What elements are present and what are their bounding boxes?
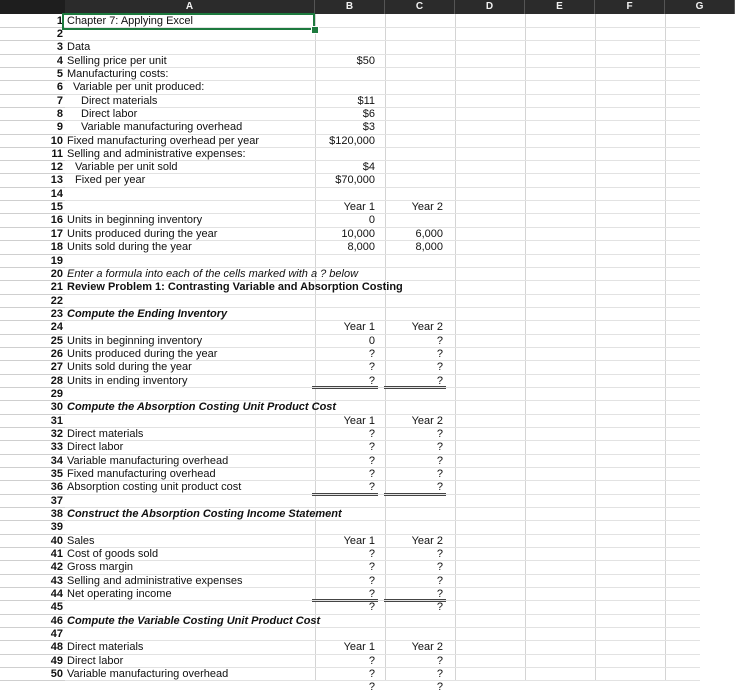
cell-c23[interactable] <box>385 308 443 321</box>
cell-a9[interactable]: Variable manufacturing overhead <box>81 121 243 133</box>
cell-c15[interactable]: Year 2 <box>411 201 443 213</box>
row-number[interactable]: 4 <box>0 55 63 68</box>
column-header-c[interactable]: C <box>385 0 455 14</box>
cell-c10[interactable] <box>385 135 443 148</box>
row-number[interactable]: 30 <box>0 401 63 415</box>
row-number[interactable]: 11 <box>0 148 63 161</box>
cell-b33[interactable]: ? <box>368 441 375 453</box>
cell-c13[interactable] <box>385 174 443 187</box>
cell-c35[interactable]: ? <box>436 468 443 480</box>
cell-c33[interactable]: ? <box>436 441 443 453</box>
cell-a32[interactable]: Direct materials <box>67 428 144 440</box>
row-number[interactable]: 32 <box>0 428 63 441</box>
cell-b42[interactable]: ? <box>368 561 375 573</box>
cell-a36[interactable]: Absorption costing unit product cost <box>67 481 242 493</box>
cell-b32[interactable]: ? <box>368 428 375 440</box>
cell-b40[interactable]: Year 1 <box>343 535 375 547</box>
cell-b47[interactable] <box>65 628 375 641</box>
column-header-a[interactable]: A <box>65 0 315 14</box>
cell-b26[interactable]: ? <box>368 348 375 360</box>
cell-a1[interactable]: Chapter 7: Applying Excel <box>67 15 193 27</box>
cell-a34[interactable]: Variable manufacturing overhead <box>67 455 229 467</box>
cell-b7[interactable]: $11 <box>357 95 375 107</box>
cell-c51[interactable]: ? <box>436 681 443 693</box>
row-number[interactable]: 12 <box>0 161 63 174</box>
cell-a48[interactable]: Direct materials <box>67 641 144 653</box>
row-number[interactable]: 35 <box>0 468 63 481</box>
cell-b30[interactable] <box>65 401 375 414</box>
cell-b51[interactable]: ? <box>368 681 375 693</box>
cell-b46[interactable] <box>65 615 375 628</box>
column-header-g[interactable]: G <box>665 0 735 14</box>
cell-b6[interactable] <box>65 81 375 94</box>
cell-a13[interactable]: Fixed per year <box>75 174 146 186</box>
row-number[interactable]: 37 <box>0 495 63 508</box>
row-number[interactable]: 18 <box>0 241 63 255</box>
cell-b28[interactable]: ? <box>368 375 375 387</box>
cell-c43[interactable]: ? <box>436 575 443 587</box>
cell-b10[interactable]: $120,000 <box>329 135 375 147</box>
cell-b38[interactable] <box>65 508 375 521</box>
cell-b24[interactable]: Year 1 <box>343 321 375 333</box>
cell-a42[interactable]: Gross margin <box>67 561 134 573</box>
cell-c20[interactable] <box>385 268 443 281</box>
cell-c50[interactable]: ? <box>436 668 443 680</box>
cell-b21[interactable] <box>65 281 375 294</box>
cell-a20[interactable]: Enter a formula into each of the cells marked with a ? below <box>67 268 359 280</box>
cell-a11[interactable]: Selling and administrative expenses: <box>67 148 246 160</box>
select-all-corner[interactable] <box>0 0 65 14</box>
cell-b17[interactable]: 10,000 <box>341 228 375 240</box>
cell-a16[interactable]: Units in beginning inventory <box>67 214 203 226</box>
row-number[interactable]: 24 <box>0 321 63 335</box>
cell-c18[interactable]: 8,000 <box>415 241 443 253</box>
row-number[interactable]: 15 <box>0 201 63 214</box>
cell-c16[interactable] <box>385 214 443 227</box>
cell-b27[interactable]: ? <box>368 361 375 373</box>
cell-c26[interactable]: ? <box>436 348 443 360</box>
cell-c31[interactable]: Year 2 <box>411 415 443 427</box>
cell-a17[interactable]: Units produced during the year <box>67 228 218 240</box>
row-number[interactable]: 6 <box>0 81 63 95</box>
cell-a6[interactable]: Variable per unit produced: <box>73 81 205 93</box>
cell-a28[interactable]: Units in ending inventory <box>67 375 188 387</box>
cell-c11[interactable] <box>385 148 443 161</box>
cell-c40[interactable]: Year 2 <box>411 535 443 547</box>
cell-b5[interactable] <box>65 68 375 81</box>
cell-b14[interactable] <box>65 188 375 201</box>
row-number[interactable]: 48 <box>0 641 63 655</box>
cell-a3[interactable]: Data <box>67 41 91 53</box>
cell-a27[interactable]: Units sold during the year <box>67 361 192 373</box>
row-number[interactable]: 47 <box>0 628 63 641</box>
cell-b49[interactable]: ? <box>368 655 375 667</box>
row-number[interactable]: 2 <box>0 28 63 41</box>
cell-b9[interactable]: $3 <box>362 121 375 133</box>
row-number[interactable]: 28 <box>0 375 63 388</box>
cell-c8[interactable] <box>385 108 443 121</box>
cell-c14[interactable] <box>385 188 443 201</box>
cell-c38[interactable] <box>385 508 443 521</box>
row-number[interactable]: 31 <box>0 415 63 428</box>
cell-c30[interactable] <box>385 401 443 414</box>
cell-b22[interactable] <box>65 295 375 308</box>
row-number[interactable]: 27 <box>0 361 63 375</box>
cell-b48[interactable]: Year 1 <box>343 641 375 653</box>
cell-c49[interactable]: ? <box>436 655 443 667</box>
row-number[interactable]: 46 <box>0 615 63 628</box>
cell-a50[interactable]: Variable manufacturing overhead <box>67 668 229 680</box>
cell-c29[interactable] <box>385 388 443 401</box>
row-number[interactable]: 23 <box>0 308 63 321</box>
cell-c22[interactable] <box>385 295 443 308</box>
cell-c4[interactable] <box>385 55 443 68</box>
cell-a18[interactable]: Units sold during the year <box>67 241 192 253</box>
cell-c25[interactable]: ? <box>436 335 443 347</box>
column-header-d[interactable]: D <box>455 0 525 14</box>
cell-c46[interactable] <box>385 615 443 628</box>
row-number[interactable]: 38 <box>0 508 63 521</box>
cell-b50[interactable]: ? <box>368 668 375 680</box>
cell-b3[interactable] <box>65 41 375 54</box>
cell-a26[interactable]: Units produced during the year <box>67 348 218 360</box>
cell-b4[interactable]: $50 <box>356 55 375 67</box>
row-number[interactable]: 19 <box>0 255 63 268</box>
row-number[interactable]: 21 <box>0 281 63 295</box>
cell-a12[interactable]: Variable per unit sold <box>75 161 178 173</box>
cell-c47[interactable] <box>385 628 443 641</box>
row-number[interactable]: 14 <box>0 188 63 201</box>
cell-b45[interactable]: ? <box>368 601 375 613</box>
cell-a30[interactable]: Compute the Absorption Costing Unit Product Cost <box>67 401 337 413</box>
row-number[interactable]: 13 <box>0 174 63 188</box>
cell-b15[interactable]: Year 1 <box>343 201 375 213</box>
cell-b31[interactable]: Year 1 <box>343 415 375 427</box>
row-number[interactable]: 36 <box>0 481 63 495</box>
cell-a44[interactable]: Net operating income <box>67 588 172 600</box>
row-number[interactable]: 10 <box>0 135 63 148</box>
cell-b29[interactable] <box>65 388 375 401</box>
cell-c41[interactable]: ? <box>436 548 443 560</box>
cell-a33[interactable]: Direct labor <box>67 441 124 453</box>
row-number[interactable]: 34 <box>0 455 63 468</box>
cell-c24[interactable]: Year 2 <box>411 321 443 333</box>
cell-c9[interactable] <box>385 121 443 134</box>
row-number[interactable]: 5 <box>0 68 63 81</box>
cell-a10[interactable]: Fixed manufacturing overhead per year <box>67 135 259 147</box>
column-header-b[interactable]: B <box>315 0 385 14</box>
cell-b12[interactable]: $4 <box>362 161 375 173</box>
cell-c21[interactable] <box>385 281 443 294</box>
cell-b43[interactable]: ? <box>368 575 375 587</box>
cell-a38[interactable]: Construct the Absorption Costing Income Statement <box>67 508 342 520</box>
cell-a7[interactable]: Direct materials <box>81 95 158 107</box>
row-number[interactable]: 26 <box>0 348 63 361</box>
cell-c45[interactable]: ? <box>436 601 443 613</box>
cell-b11[interactable] <box>65 148 375 161</box>
row-number[interactable]: 49 <box>0 655 63 668</box>
fill-handle[interactable] <box>311 26 319 34</box>
cell-b37[interactable] <box>65 495 375 508</box>
row-number[interactable]: 45 <box>0 601 63 615</box>
column-header-f[interactable]: F <box>595 0 665 14</box>
cell-c39[interactable] <box>385 521 443 534</box>
cell-b44[interactable]: ? <box>368 588 375 600</box>
row-number[interactable]: 20 <box>0 268 63 281</box>
cell-c19[interactable] <box>385 255 443 268</box>
cell-a41[interactable]: Cost of goods sold <box>67 548 159 560</box>
cell-a21[interactable]: Review Problem 1: Contrasting Variable and Absorption Costing <box>67 281 403 293</box>
cell-b13[interactable]: $70,000 <box>335 174 375 186</box>
cell-a4[interactable]: Selling price per unit <box>67 55 167 67</box>
row-number[interactable]: 42 <box>0 561 63 575</box>
cell-c1[interactable] <box>385 15 443 28</box>
cell-c17[interactable]: 6,000 <box>415 228 443 240</box>
row-number[interactable]: 39 <box>0 521 63 535</box>
cell-b23[interactable] <box>65 308 375 321</box>
row-number[interactable]: 33 <box>0 441 63 455</box>
cell-c5[interactable] <box>385 68 443 81</box>
cell-c27[interactable]: ? <box>436 361 443 373</box>
cell-c6[interactable] <box>385 81 443 94</box>
cell-c3[interactable] <box>385 41 443 54</box>
row-number[interactable]: 29 <box>0 388 63 401</box>
cell-a25[interactable]: Units in beginning inventory <box>67 335 203 347</box>
row-number[interactable]: 7 <box>0 95 63 108</box>
selected-cell-outline <box>62 13 315 30</box>
cell-c37[interactable] <box>385 495 443 508</box>
cell-c28[interactable]: ? <box>436 375 443 387</box>
row-number[interactable]: 22 <box>0 295 63 308</box>
cell-b19[interactable] <box>65 255 375 268</box>
cell-b34[interactable]: ? <box>368 455 375 467</box>
column-header-e[interactable]: E <box>525 0 595 14</box>
cell-c44[interactable]: ? <box>436 588 443 600</box>
row-number[interactable]: 41 <box>0 548 63 561</box>
row-number[interactable]: 17 <box>0 228 63 241</box>
cell-b16[interactable]: 0 <box>368 214 375 226</box>
cell-a49[interactable]: Direct labor <box>67 655 124 667</box>
row-number[interactable]: 25 <box>0 335 63 348</box>
row-number[interactable]: 16 <box>0 214 63 228</box>
cell-c34[interactable]: ? <box>436 455 443 467</box>
row-number[interactable]: 3 <box>0 41 63 55</box>
cell-a35[interactable]: Fixed manufacturing overhead <box>67 468 216 480</box>
cell-c42[interactable]: ? <box>436 561 443 573</box>
cell-a43[interactable]: Selling and administrative expenses <box>67 575 243 587</box>
cell-a5[interactable]: Manufacturing costs: <box>67 68 169 80</box>
row-number[interactable]: 43 <box>0 575 63 588</box>
row-number[interactable]: 8 <box>0 108 63 121</box>
cell-b18[interactable]: 8,000 <box>347 241 375 253</box>
cell-b36[interactable]: ? <box>368 481 375 493</box>
cell-c36[interactable]: ? <box>436 481 443 493</box>
cell-c7[interactable] <box>385 95 443 108</box>
cell-a46[interactable]: Compute the Variable Costing Unit Product Cost <box>67 615 321 627</box>
cell-b20[interactable] <box>65 268 375 281</box>
row-number[interactable]: 44 <box>0 588 63 601</box>
row-number[interactable]: 1 <box>0 15 63 28</box>
cell-a40[interactable]: Sales <box>67 535 95 547</box>
row-number[interactable]: 9 <box>0 121 63 135</box>
cell-c12[interactable] <box>385 161 443 174</box>
cell-b25[interactable]: 0 <box>368 335 375 347</box>
cell-c2[interactable] <box>385 28 443 41</box>
cell-b39[interactable] <box>65 521 375 534</box>
cell-c32[interactable]: ? <box>436 428 443 440</box>
row-separator <box>0 680 65 681</box>
cell-c48[interactable]: Year 2 <box>411 641 443 653</box>
cell-a23[interactable]: Compute the Ending Inventory <box>67 308 228 320</box>
row-number[interactable]: 50 <box>0 668 63 681</box>
cell-a8[interactable]: Direct labor <box>81 108 138 120</box>
row-number[interactable]: 40 <box>0 535 63 548</box>
cell-b8[interactable]: $6 <box>362 108 375 120</box>
cell-b41[interactable]: ? <box>368 548 375 560</box>
cell-b35[interactable]: ? <box>368 468 375 480</box>
